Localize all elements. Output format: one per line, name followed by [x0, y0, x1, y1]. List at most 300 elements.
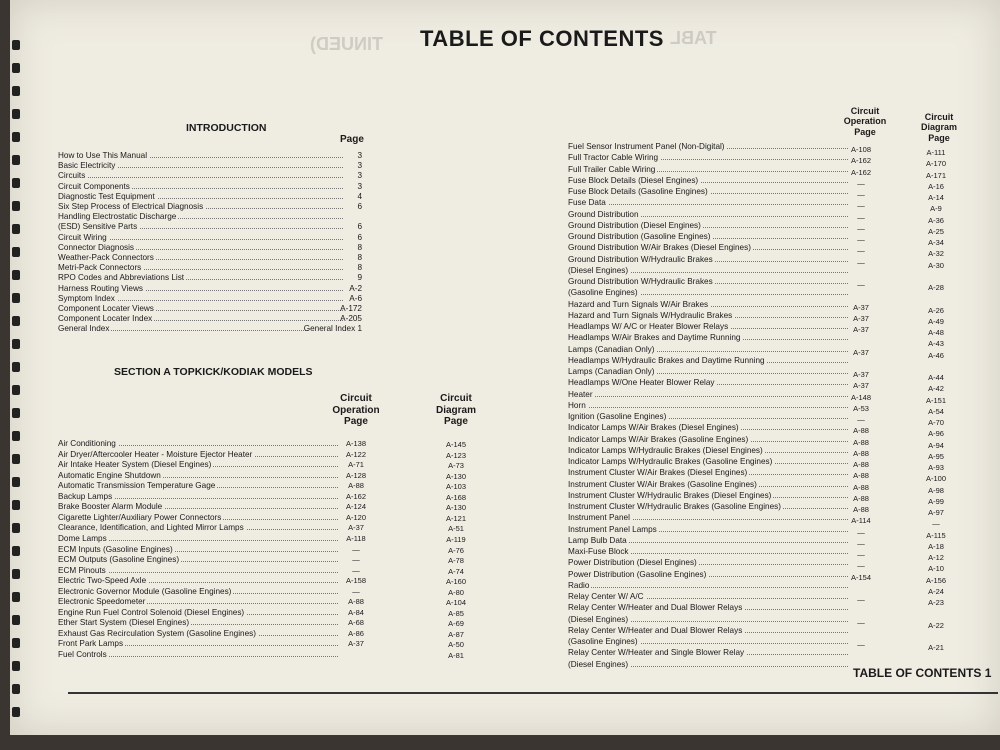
diagram-page: —	[932, 519, 940, 529]
entry-label: Six Step Process of Electrical Diagnosis	[58, 202, 204, 211]
toc-entry	[58, 512, 338, 523]
entry-label: Instrument Cluster W/Hydraulic Brakes (Diesel Engines)	[568, 490, 772, 500]
diagram-page: A-96	[928, 429, 944, 439]
entry-label: Electronic Governor Module (Gasoline Engines)	[58, 586, 232, 596]
operation-page: —	[857, 280, 865, 289]
spiral-ring	[12, 270, 20, 280]
toc-entry	[568, 659, 848, 670]
toc-entry	[568, 647, 848, 658]
spiral-ring	[12, 615, 20, 625]
entry-label: Weather-Pack Connectors	[58, 253, 154, 262]
page-number: 3	[357, 171, 362, 181]
operation-page: —	[857, 527, 865, 537]
operation-page: A-84	[348, 607, 364, 617]
operation-page: A-122	[345, 449, 366, 459]
toc-entry	[568, 445, 848, 456]
diagram-page: A-99	[928, 496, 944, 506]
entry-label: (Diesel Engines)	[568, 265, 629, 275]
entry-label: Fuse Data	[568, 198, 606, 208]
entry-label: Air Dryer/Aftercooler Heater - Moisture Ejector Heater	[58, 449, 253, 459]
operation-page: A-114	[851, 516, 871, 526]
operation-page: A-68	[348, 618, 364, 628]
diagram-page: A-32	[928, 249, 944, 259]
toc-entry	[58, 480, 338, 491]
spiral-ring	[12, 454, 20, 464]
entry-label: Ignition (Gasoline Engines)	[568, 412, 667, 421]
diagram-page: A-48	[928, 328, 944, 337]
operation-page: A-37	[853, 325, 869, 334]
entry-label: Instrument Panel	[568, 513, 630, 523]
entry-label: Heater	[568, 389, 593, 399]
dot-leader	[568, 587, 848, 588]
entry-label: Headlamps W/One Heater Blower Relay	[568, 378, 715, 388]
page-number: A-2	[349, 283, 362, 293]
diagram-page: A-81	[448, 651, 464, 660]
diagram-page: A-78	[448, 556, 464, 566]
toc-entry	[568, 377, 848, 388]
spiral-ring	[12, 661, 20, 671]
right-diagram-header: Circuit Diagram Page	[920, 112, 957, 143]
toc-entry	[58, 459, 338, 470]
spiral-ring	[12, 132, 20, 142]
operation-page: A-138	[345, 439, 366, 448]
diagram-page: A-100	[925, 474, 946, 484]
operation-page: —	[857, 415, 865, 424]
intro-page-header: Page	[340, 134, 364, 145]
section-a-heading: SECTION A TOPKICK/KODIAK MODELS	[114, 366, 313, 378]
diagram-page: A-103	[445, 482, 466, 492]
diagram-page: A-73	[448, 461, 464, 471]
toc-entry	[568, 231, 848, 242]
footer-rule	[68, 692, 998, 694]
operation-page: A-88	[853, 437, 869, 447]
entry-label: Exhaust Gas Recirculation System (Gasoline Engines)	[58, 628, 256, 638]
entry-label: Headlamps W/Hydraulic Brakes and Daytime Running	[568, 355, 765, 365]
spiral-ring	[12, 477, 20, 487]
spiral-ring	[12, 500, 20, 510]
page-number: 4	[357, 191, 362, 201]
operation-page: A-37	[853, 370, 869, 379]
dot-leader	[568, 396, 848, 397]
entry-label: Handling Electrostatic Discharge	[58, 212, 177, 222]
toc-entry	[568, 332, 848, 343]
page-number: A-205	[340, 314, 362, 324]
entry-label: (Gasoline Engines)	[568, 637, 638, 646]
page-number: 3	[357, 151, 362, 160]
entry-label: Instrument Cluster W/Hydraulic Brakes (Gasoline Engines)	[568, 502, 781, 511]
diagram-page: A-12	[928, 553, 944, 562]
page-number: 8	[357, 263, 362, 273]
diagram-page: A-49	[928, 316, 944, 326]
entry-label: Metri-Pack Connectors	[58, 263, 142, 273]
operation-page: A-37	[853, 347, 869, 357]
operation-page: A-154	[850, 572, 871, 582]
page-footer: TABLE OF CONTENTS 1	[853, 666, 992, 680]
entry-label: Ether Start System (Diesel Engines)	[58, 618, 190, 628]
toc-entry	[568, 197, 848, 208]
diagram-page: A-119	[446, 534, 466, 544]
operation-page: A-88	[853, 482, 869, 492]
entry-label: (Gasoline Engines)	[568, 288, 638, 298]
diagram-page: A-168	[445, 492, 466, 502]
operation-page: —	[857, 235, 865, 244]
operation-page: —	[857, 538, 865, 548]
toc-entry	[568, 355, 848, 366]
diagram-page: A-115	[926, 530, 946, 540]
entry-label: Relay Center W/ A/C	[568, 592, 644, 601]
spiral-ring	[12, 86, 20, 96]
toc-entry	[58, 522, 338, 533]
spiral-ring	[12, 224, 20, 234]
operation-page: A-162	[850, 167, 871, 177]
manual-page	[10, 0, 1000, 735]
entry-label: Clearance, Identification, and Lighted Mirror Lamps	[58, 523, 244, 533]
operation-page: A-120	[345, 512, 366, 522]
diagram-page: A-70	[928, 418, 944, 427]
operation-page: —	[857, 190, 865, 199]
entry-label: Ground Distribution W/Hydraulic Brakes	[568, 277, 713, 286]
operation-page: —	[857, 640, 865, 649]
entry-label: Diagnostic Test Equipment	[58, 191, 155, 201]
operation-page: A-88	[348, 597, 364, 607]
diagram-page: A-98	[928, 485, 944, 495]
spiral-ring	[12, 523, 20, 533]
operation-page: —	[857, 212, 865, 222]
entry-label: ECM Inputs (Gasoline Engines)	[58, 544, 173, 554]
bleed-through-text: TINUED)	[310, 34, 383, 54]
entry-label: Air Intake Heater System (Diesel Engines)	[58, 460, 212, 470]
toc-entry	[568, 490, 848, 501]
entry-label: Circuits	[58, 171, 86, 181]
spiral-ring	[12, 339, 20, 349]
diagram-page: A-14	[928, 193, 944, 202]
toc-entry	[568, 411, 848, 422]
spiral-ring	[12, 247, 20, 257]
entry-label: Front Park Lamps	[58, 639, 124, 649]
diagram-page: A-74	[448, 566, 464, 576]
toc-entry	[58, 565, 338, 576]
spiral-ring	[12, 40, 20, 50]
entry-label: Connector Diagnosis	[58, 242, 135, 252]
spiral-ring	[12, 431, 20, 441]
entry-label: (ESD) Sensitive Parts	[58, 222, 138, 232]
toc-entry	[568, 400, 848, 411]
toc-entry	[568, 512, 848, 523]
operation-page: —	[352, 544, 360, 554]
diagram-page: A-21	[928, 643, 944, 652]
diagram-page: A-36	[928, 215, 944, 225]
page-number: A-6	[349, 293, 362, 303]
toc-entry	[568, 175, 848, 186]
operation-page: A-148	[850, 392, 871, 402]
diagram-page: A-54	[928, 406, 944, 416]
page-title: TABLE OF CONTENTS	[420, 26, 664, 51]
spiral-ring	[12, 109, 20, 119]
diagram-page: A-30	[928, 260, 944, 270]
entry-label: Circuit Components	[58, 181, 130, 191]
entry-label: Full Trailer Cable Wiring	[568, 164, 656, 174]
toc-entry	[568, 389, 848, 400]
operation-page: A-88	[853, 493, 869, 503]
operation-page: A-37	[348, 639, 364, 649]
diagram-page: A-170	[925, 159, 946, 169]
diagram-page: A-130	[445, 471, 466, 481]
toc-entry	[568, 422, 848, 433]
entry-label: Symptom Index	[58, 293, 115, 303]
entry-label: ECM Outputs (Gasoline Engines)	[58, 555, 180, 565]
toc-entry	[568, 580, 848, 591]
entry-label: Circuit Wiring	[58, 232, 107, 242]
operation-page: —	[857, 595, 865, 604]
entry-label: Maxi-Fuse Block	[568, 547, 629, 556]
entry-label: Indicator Lamps W/Hydraulic Brakes (Diesel Engines)	[568, 445, 763, 455]
entry-label: Relay Center W/Heater and Dual Blower Relays	[568, 625, 743, 635]
toc-entry	[58, 596, 338, 607]
toc-entry	[58, 575, 338, 586]
operation-page: A-158	[345, 576, 366, 586]
diagram-page: A-80	[448, 587, 464, 597]
entry-label: Fuel Controls	[58, 650, 107, 659]
page-number: 8	[357, 253, 362, 262]
operation-page: —	[352, 565, 360, 575]
diagram-page: A-26	[928, 305, 944, 315]
entry-label: Cigarette Lighter/Auxiliary Power Connectors	[58, 512, 222, 522]
entry-label: Indicator Lamps W/Air Brakes (Diesel Engines)	[568, 423, 739, 433]
diagram-page: A-50	[448, 640, 464, 650]
diagram-page: A-130	[445, 503, 466, 513]
toc-entry	[568, 591, 848, 602]
diagram-page: A-28	[928, 283, 944, 292]
diagram-page: A-16	[928, 181, 944, 191]
toc-entry	[568, 276, 848, 287]
diagram-page: A-9	[930, 204, 942, 214]
toc-entry	[568, 602, 848, 613]
page-number: 6	[357, 232, 362, 242]
operation-page: A-118	[346, 533, 366, 543]
entry-label: Headlamps W/ A/C or Heater Blower Relays	[568, 322, 729, 331]
entry-label: Lamps (Canadian Only)	[568, 344, 655, 354]
entry-label: Lamp Bulb Data	[568, 535, 627, 545]
toc-entry	[568, 254, 848, 265]
page-number: 9	[357, 273, 362, 283]
toc-entry	[568, 546, 848, 557]
toc-entry	[568, 614, 848, 625]
diagram-page: A-121	[445, 513, 466, 523]
operation-page: A-88	[853, 426, 869, 436]
entry-label: Instrument Panel Lamps	[568, 524, 657, 534]
diagram-page: A-160	[445, 577, 466, 587]
operation-page: A-88	[853, 471, 869, 481]
toc-entry	[568, 636, 848, 647]
entry-label: Ground Distribution	[568, 209, 639, 219]
diagram-page: A-95	[928, 451, 944, 461]
operation-page: —	[857, 561, 865, 571]
entry-label: Hazard and Turn Signals W/Hydraulic Brakes	[568, 310, 733, 320]
toc-entry	[568, 299, 848, 310]
operation-page: A-37	[853, 313, 869, 323]
operation-page: —	[857, 246, 865, 256]
entry-label: Air Conditioning	[58, 439, 116, 448]
spiral-ring	[12, 293, 20, 303]
diagram-page: A-44	[928, 373, 944, 382]
diagram-page: A-76	[448, 545, 464, 555]
toc-entry	[58, 617, 338, 628]
toc-entry	[568, 186, 848, 197]
toc-entry	[58, 323, 308, 334]
operation-page: A-37	[348, 523, 364, 533]
entry-label: Ground Distribution W/Air Brakes (Diesel Engines)	[568, 243, 751, 253]
entry-label: Headlamps W/Air Brakes and Daytime Running	[568, 333, 741, 343]
entry-label: Ground Distribution (Gasoline Engines)	[568, 232, 711, 241]
entry-label: Backup Lamps	[58, 491, 113, 501]
diagram-page: A-69	[448, 619, 464, 629]
toc-entry	[568, 456, 848, 467]
operation-page: A-162	[345, 491, 366, 501]
entry-label: Automatic Engine Shutdown	[58, 470, 161, 480]
entry-label: Hazard and Turn Signals W/Air Brakes	[568, 299, 709, 309]
diagram-page: A-111	[926, 148, 946, 157]
spiral-ring	[12, 385, 20, 395]
spiral-ring	[12, 178, 20, 188]
toc-entry	[568, 287, 848, 298]
diagram-page: A-97	[928, 508, 944, 517]
toc-entry	[58, 607, 338, 618]
toc-entry	[568, 141, 848, 152]
operation-page: —	[352, 586, 360, 596]
spiral-ring	[12, 155, 20, 165]
operation-page: A-128	[345, 470, 366, 480]
entry-label: Brake Booster Alarm Module	[58, 502, 163, 512]
toc-entry	[568, 310, 848, 321]
operation-page: A-124	[345, 502, 366, 512]
diagram-page: A-94	[928, 440, 944, 450]
toc-entry	[568, 524, 848, 535]
toc-entry	[568, 434, 848, 445]
diagram-page: A-42	[928, 384, 944, 394]
toc-entry	[568, 625, 848, 636]
toc-entry	[58, 491, 338, 502]
diagram-page: A-104	[445, 598, 466, 608]
toc-entry	[568, 535, 848, 546]
entry-label: Instrument Cluster W/Air Brakes (Diesel Engines)	[568, 468, 748, 478]
diagram-page: A-24	[928, 586, 944, 596]
spiral-ring	[12, 201, 20, 211]
toc-entry	[568, 265, 848, 276]
spiral-ring	[12, 569, 20, 579]
toc-entry	[58, 449, 338, 460]
section-a-diagram-header: Circuit Diagram Page	[435, 393, 476, 427]
spiral-ring	[12, 362, 20, 372]
page-number: 6	[357, 222, 362, 232]
diagram-page: A-87	[448, 629, 464, 639]
operation-page: —	[857, 550, 865, 559]
entry-label: How to Use This Manual	[58, 151, 148, 160]
page-number: 6	[357, 202, 362, 211]
toc-entry	[58, 649, 338, 660]
entry-label: Electric Two-Speed Axle	[58, 576, 147, 586]
toc-entry	[58, 533, 338, 544]
toc-entry	[568, 479, 848, 490]
diagram-page: A-23	[928, 598, 944, 607]
operation-page: A-71	[348, 460, 364, 470]
page-number: A-172	[340, 304, 362, 313]
toc-entry	[58, 638, 338, 649]
entry-label: Fuse Block Details (Gasoline Engines)	[568, 187, 708, 196]
toc-entry	[58, 501, 338, 512]
toc-entry	[568, 557, 848, 568]
toc-entry	[568, 501, 848, 512]
toc-entry	[568, 321, 848, 332]
spiral-ring	[12, 638, 20, 648]
entry-label: Component Locater Views	[58, 304, 154, 313]
entry-label: Fuel Sensor Instrument Panel (Non-Digital)	[568, 142, 725, 151]
page-number: 8	[357, 242, 362, 252]
dot-leader	[568, 204, 848, 205]
diagram-page: A-10	[928, 564, 944, 574]
diagram-page: A-93	[928, 463, 944, 472]
entry-label: Lamps (Canadian Only)	[568, 367, 655, 376]
entry-label: Relay Center W/Heater and Dual Blower Relays	[568, 603, 743, 613]
entry-label: Ground Distribution (Diesel Engines)	[568, 220, 701, 230]
entry-label: Power Distribution (Gasoline Engines)	[568, 569, 707, 579]
entry-label: Instrument Cluster W/Air Brakes (Gasoline Engines)	[568, 479, 757, 489]
operation-page: A-88	[348, 481, 364, 491]
toc-entry	[568, 569, 848, 580]
entry-label: Electronic Speedometer	[58, 597, 146, 607]
toc-entry	[58, 544, 338, 555]
diagram-page: A-85	[448, 608, 464, 618]
toc-entry	[58, 586, 338, 597]
operation-page: A-86	[348, 628, 364, 638]
entry-label: (Diesel Engines)	[568, 659, 629, 669]
entry-label: Engine Run Fuel Control Solenoid (Diesel Engines)	[58, 607, 245, 617]
diagram-page: A-156	[925, 575, 946, 585]
diagram-page: A-22	[928, 620, 944, 630]
operation-page: —	[857, 257, 865, 267]
spiral-ring	[12, 707, 20, 717]
entry-label: Component Locater Index	[58, 314, 153, 324]
page-number: General Index 1	[303, 324, 362, 334]
toc-entry	[568, 164, 848, 175]
operation-page: A-162	[850, 156, 871, 166]
spiral-ring	[12, 546, 20, 556]
entry-label: Indicator Lamps W/Hydraulic Brakes (Gasoline Engines)	[568, 457, 773, 466]
diagram-page: A-51	[448, 524, 464, 534]
diagram-page: A-171	[925, 170, 946, 180]
diagram-page: A-123	[445, 450, 466, 460]
entry-label: Power Distribution (Diesel Engines)	[568, 558, 697, 568]
entry-label: Harness Routing Views	[58, 283, 143, 293]
toc-entry	[568, 366, 848, 377]
entry-label: Full Tractor Cable Wiring	[568, 153, 659, 163]
spiral-ring	[12, 63, 20, 73]
toc-entry	[58, 438, 338, 449]
operation-page: —	[857, 178, 865, 188]
diagram-page: A-43	[928, 339, 944, 349]
spiral-ring	[12, 684, 20, 694]
entry-label: Automatic Transmission Temperature Gage	[58, 481, 216, 491]
diagram-page: A-25	[928, 226, 944, 236]
operation-page: —	[857, 617, 865, 627]
entry-label: Radio	[568, 580, 590, 590]
entry-label: Fuse Block Details (Diesel Engines)	[568, 175, 699, 185]
toc-entry	[568, 467, 848, 478]
page-number: 3	[357, 181, 362, 191]
entry-label: (Diesel Engines)	[568, 614, 629, 624]
entry-label: Ground Distribution W/Hydraulic Brakes	[568, 254, 713, 264]
diagram-page: A-18	[928, 541, 944, 551]
toc-entry	[58, 628, 338, 639]
